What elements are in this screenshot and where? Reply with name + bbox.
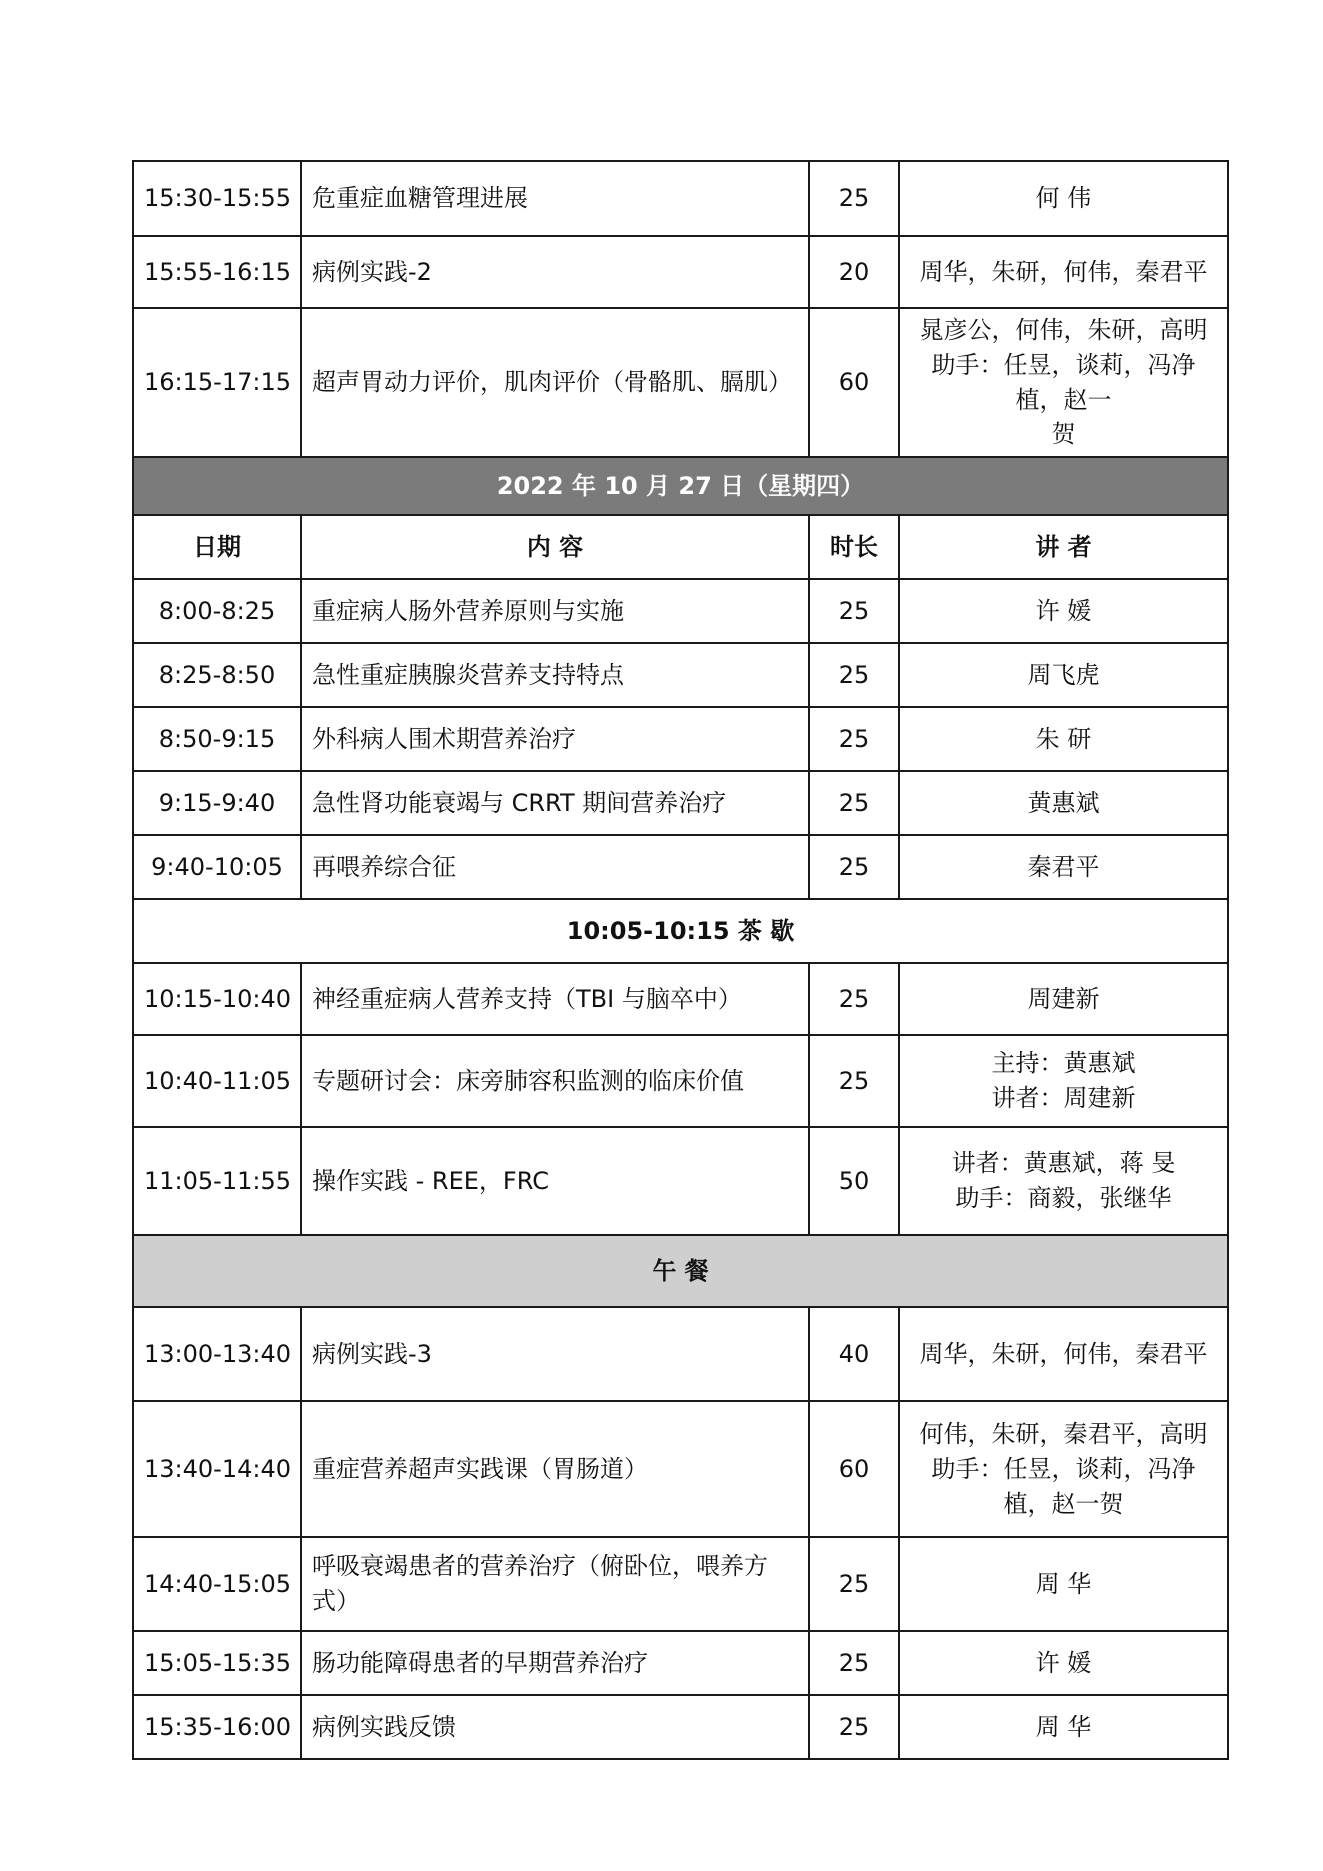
- column-header-row: [133, 515, 1228, 579]
- title-cell: 重症营养超声实践课（胃肠道）: [301, 1401, 809, 1537]
- table-row: [133, 963, 1228, 1035]
- duration-cell: 25: [809, 643, 899, 707]
- speaker-cell: [899, 1631, 1228, 1695]
- lunch-break: 午 餐: [133, 1235, 1228, 1307]
- title-cell: 肠功能障碍患者的早期营养治疗: [301, 1631, 809, 1695]
- table-row: [133, 835, 1228, 899]
- tea-break: 10:05-10:15 茶 歇: [133, 899, 1228, 963]
- table-row: [133, 771, 1228, 835]
- time-cell: 8:25-8:50: [133, 643, 301, 707]
- time-cell: 15:35-16:00: [133, 1695, 301, 1759]
- speaker-line: 朱 研: [1035, 724, 1092, 753]
- speaker-line: 助手：任昱，谈莉，冯净植，赵一: [931, 350, 1196, 414]
- duration-cell: 25: [809, 1695, 899, 1759]
- table-row: [133, 643, 1228, 707]
- table-row: [133, 579, 1228, 643]
- schedule-body: [133, 161, 1228, 1759]
- time-cell: 15:30-15:55: [133, 161, 301, 236]
- speaker-cell: [899, 1035, 1228, 1127]
- table-row: [133, 1127, 1228, 1235]
- speaker-line: 助手：任昱，谈莉，冯净: [931, 1454, 1196, 1483]
- speaker-line: 何 伟: [1035, 184, 1092, 213]
- table-row: [133, 1307, 1228, 1401]
- speaker-line: 秦君平: [1027, 852, 1100, 881]
- table-row: [133, 1631, 1228, 1695]
- duration-cell: 40: [809, 1307, 899, 1401]
- speaker-line: 周华，朱研，何伟，秦君平: [919, 1339, 1208, 1368]
- tea-break-row: [133, 899, 1228, 963]
- duration-cell: 25: [809, 707, 899, 771]
- time-cell: 14:40-15:05: [133, 1537, 301, 1631]
- duration-cell: 20: [809, 236, 899, 308]
- speaker-line: 周华，朱研，何伟，秦君平: [919, 257, 1208, 286]
- duration-cell: 25: [809, 1631, 899, 1695]
- duration-cell: 25: [809, 1537, 899, 1631]
- speaker-line: 许 媛: [1035, 596, 1092, 625]
- time-cell: 11:05-11:55: [133, 1127, 301, 1235]
- lunch-break-row: [133, 1235, 1228, 1307]
- title-cell: 再喂养综合征: [301, 835, 809, 899]
- duration-cell: 25: [809, 963, 899, 1035]
- speaker-cell: [899, 963, 1228, 1035]
- table-row: [133, 707, 1228, 771]
- title-cell: 急性重症胰腺炎营养支持特点: [301, 643, 809, 707]
- speaker-line: 周 华: [1035, 1569, 1092, 1598]
- speaker-cell: [899, 579, 1228, 643]
- column-header-content: 内 容: [301, 515, 809, 579]
- duration-cell: 60: [809, 308, 899, 457]
- time-cell: 10:40-11:05: [133, 1035, 301, 1127]
- title-cell: 急性肾功能衰竭与 CRRT 期间营养治疗: [301, 771, 809, 835]
- speaker-line: 植，赵一贺: [1003, 1489, 1124, 1518]
- speaker-cell: [899, 835, 1228, 899]
- speaker-line: 黄惠斌: [1027, 788, 1100, 817]
- time-cell: 15:55-16:15: [133, 236, 301, 308]
- time-cell: 8:50-9:15: [133, 707, 301, 771]
- table-row: [133, 1695, 1228, 1759]
- table-row: [133, 1537, 1228, 1631]
- speaker-line: 助手：商毅，张继华: [955, 1184, 1172, 1213]
- speaker-line: 讲者：黄惠斌，蒋 旻: [951, 1149, 1176, 1178]
- time-cell: 10:15-10:40: [133, 963, 301, 1035]
- day-header-row: [133, 457, 1228, 515]
- table-row: [133, 1035, 1228, 1127]
- table-row: [133, 236, 1228, 308]
- speaker-line: 周 华: [1035, 1712, 1092, 1741]
- title-cell: 病例实践-2: [301, 236, 809, 308]
- day-header: 2022 年 10 月 27 日（星期四）: [133, 457, 1228, 515]
- title-cell: 重症病人肠外营养原则与实施: [301, 579, 809, 643]
- duration-cell: 60: [809, 1401, 899, 1537]
- speaker-line: 晁彦公，何伟，朱研，高明: [919, 316, 1208, 344]
- time-cell: 9:40-10:05: [133, 835, 301, 899]
- speaker-cell: [899, 707, 1228, 771]
- speaker-line: 周飞虎: [1027, 660, 1100, 689]
- duration-cell: 25: [809, 579, 899, 643]
- speaker-cell: [899, 1127, 1228, 1235]
- title-cell: 神经重症病人营养支持（TBI 与脑卒中）: [301, 963, 809, 1035]
- time-cell: 15:05-15:35: [133, 1631, 301, 1695]
- title-cell: 专题研讨会：床旁肺容积监测的临床价值: [301, 1035, 809, 1127]
- time-cell: 8:00-8:25: [133, 579, 301, 643]
- title-cell: 呼吸衰竭患者的营养治疗（俯卧位，喂养方式）: [301, 1537, 809, 1631]
- speaker-cell: [899, 1401, 1228, 1537]
- column-header-speaker: 讲 者: [899, 515, 1228, 579]
- speaker-line: 周建新: [1027, 984, 1100, 1013]
- title-cell: 病例实践反馈: [301, 1695, 809, 1759]
- title-cell: 操作实践 - REE，FRC: [301, 1127, 809, 1235]
- speaker-cell: [899, 1695, 1228, 1759]
- speaker-line: 许 媛: [1035, 1648, 1092, 1677]
- table-row: [133, 308, 1228, 457]
- title-cell: 病例实践-3: [301, 1307, 809, 1401]
- column-header-duration: 时长: [809, 515, 899, 579]
- table-row: [133, 161, 1228, 236]
- duration-cell: 50: [809, 1127, 899, 1235]
- duration-cell: 25: [809, 771, 899, 835]
- duration-cell: 25: [809, 835, 899, 899]
- time-cell: 16:15-17:15: [133, 308, 301, 457]
- column-header-date: 日期: [133, 515, 301, 579]
- speaker-line: 讲者：周建新: [991, 1084, 1136, 1113]
- schedule-table: [132, 160, 1229, 1760]
- speaker-cell: [899, 1307, 1228, 1401]
- time-cell: 13:40-14:40: [133, 1401, 301, 1537]
- title-cell: 外科病人围术期营养治疗: [301, 707, 809, 771]
- time-cell: 9:15-9:40: [133, 771, 301, 835]
- time-cell: 13:00-13:40: [133, 1307, 301, 1401]
- speaker-line: 主持：黄惠斌: [991, 1049, 1136, 1078]
- title-cell: 超声胃动力评价，肌肉评价（骨骼肌、膈肌）: [301, 308, 809, 457]
- duration-cell: 25: [809, 161, 899, 236]
- speaker-cell: [899, 308, 1228, 457]
- speaker-cell: [899, 1537, 1228, 1631]
- speaker-cell: [899, 236, 1228, 308]
- speaker-line: 何伟，朱研，秦君平，高明: [919, 1419, 1208, 1448]
- speaker-cell: [899, 161, 1228, 236]
- table-row: [133, 1401, 1228, 1537]
- title-cell: 危重症血糖管理进展: [301, 161, 809, 236]
- speaker-line: 贺: [1051, 420, 1076, 449]
- speaker-cell: [899, 643, 1228, 707]
- duration-cell: 25: [809, 1035, 899, 1127]
- speaker-cell: [899, 771, 1228, 835]
